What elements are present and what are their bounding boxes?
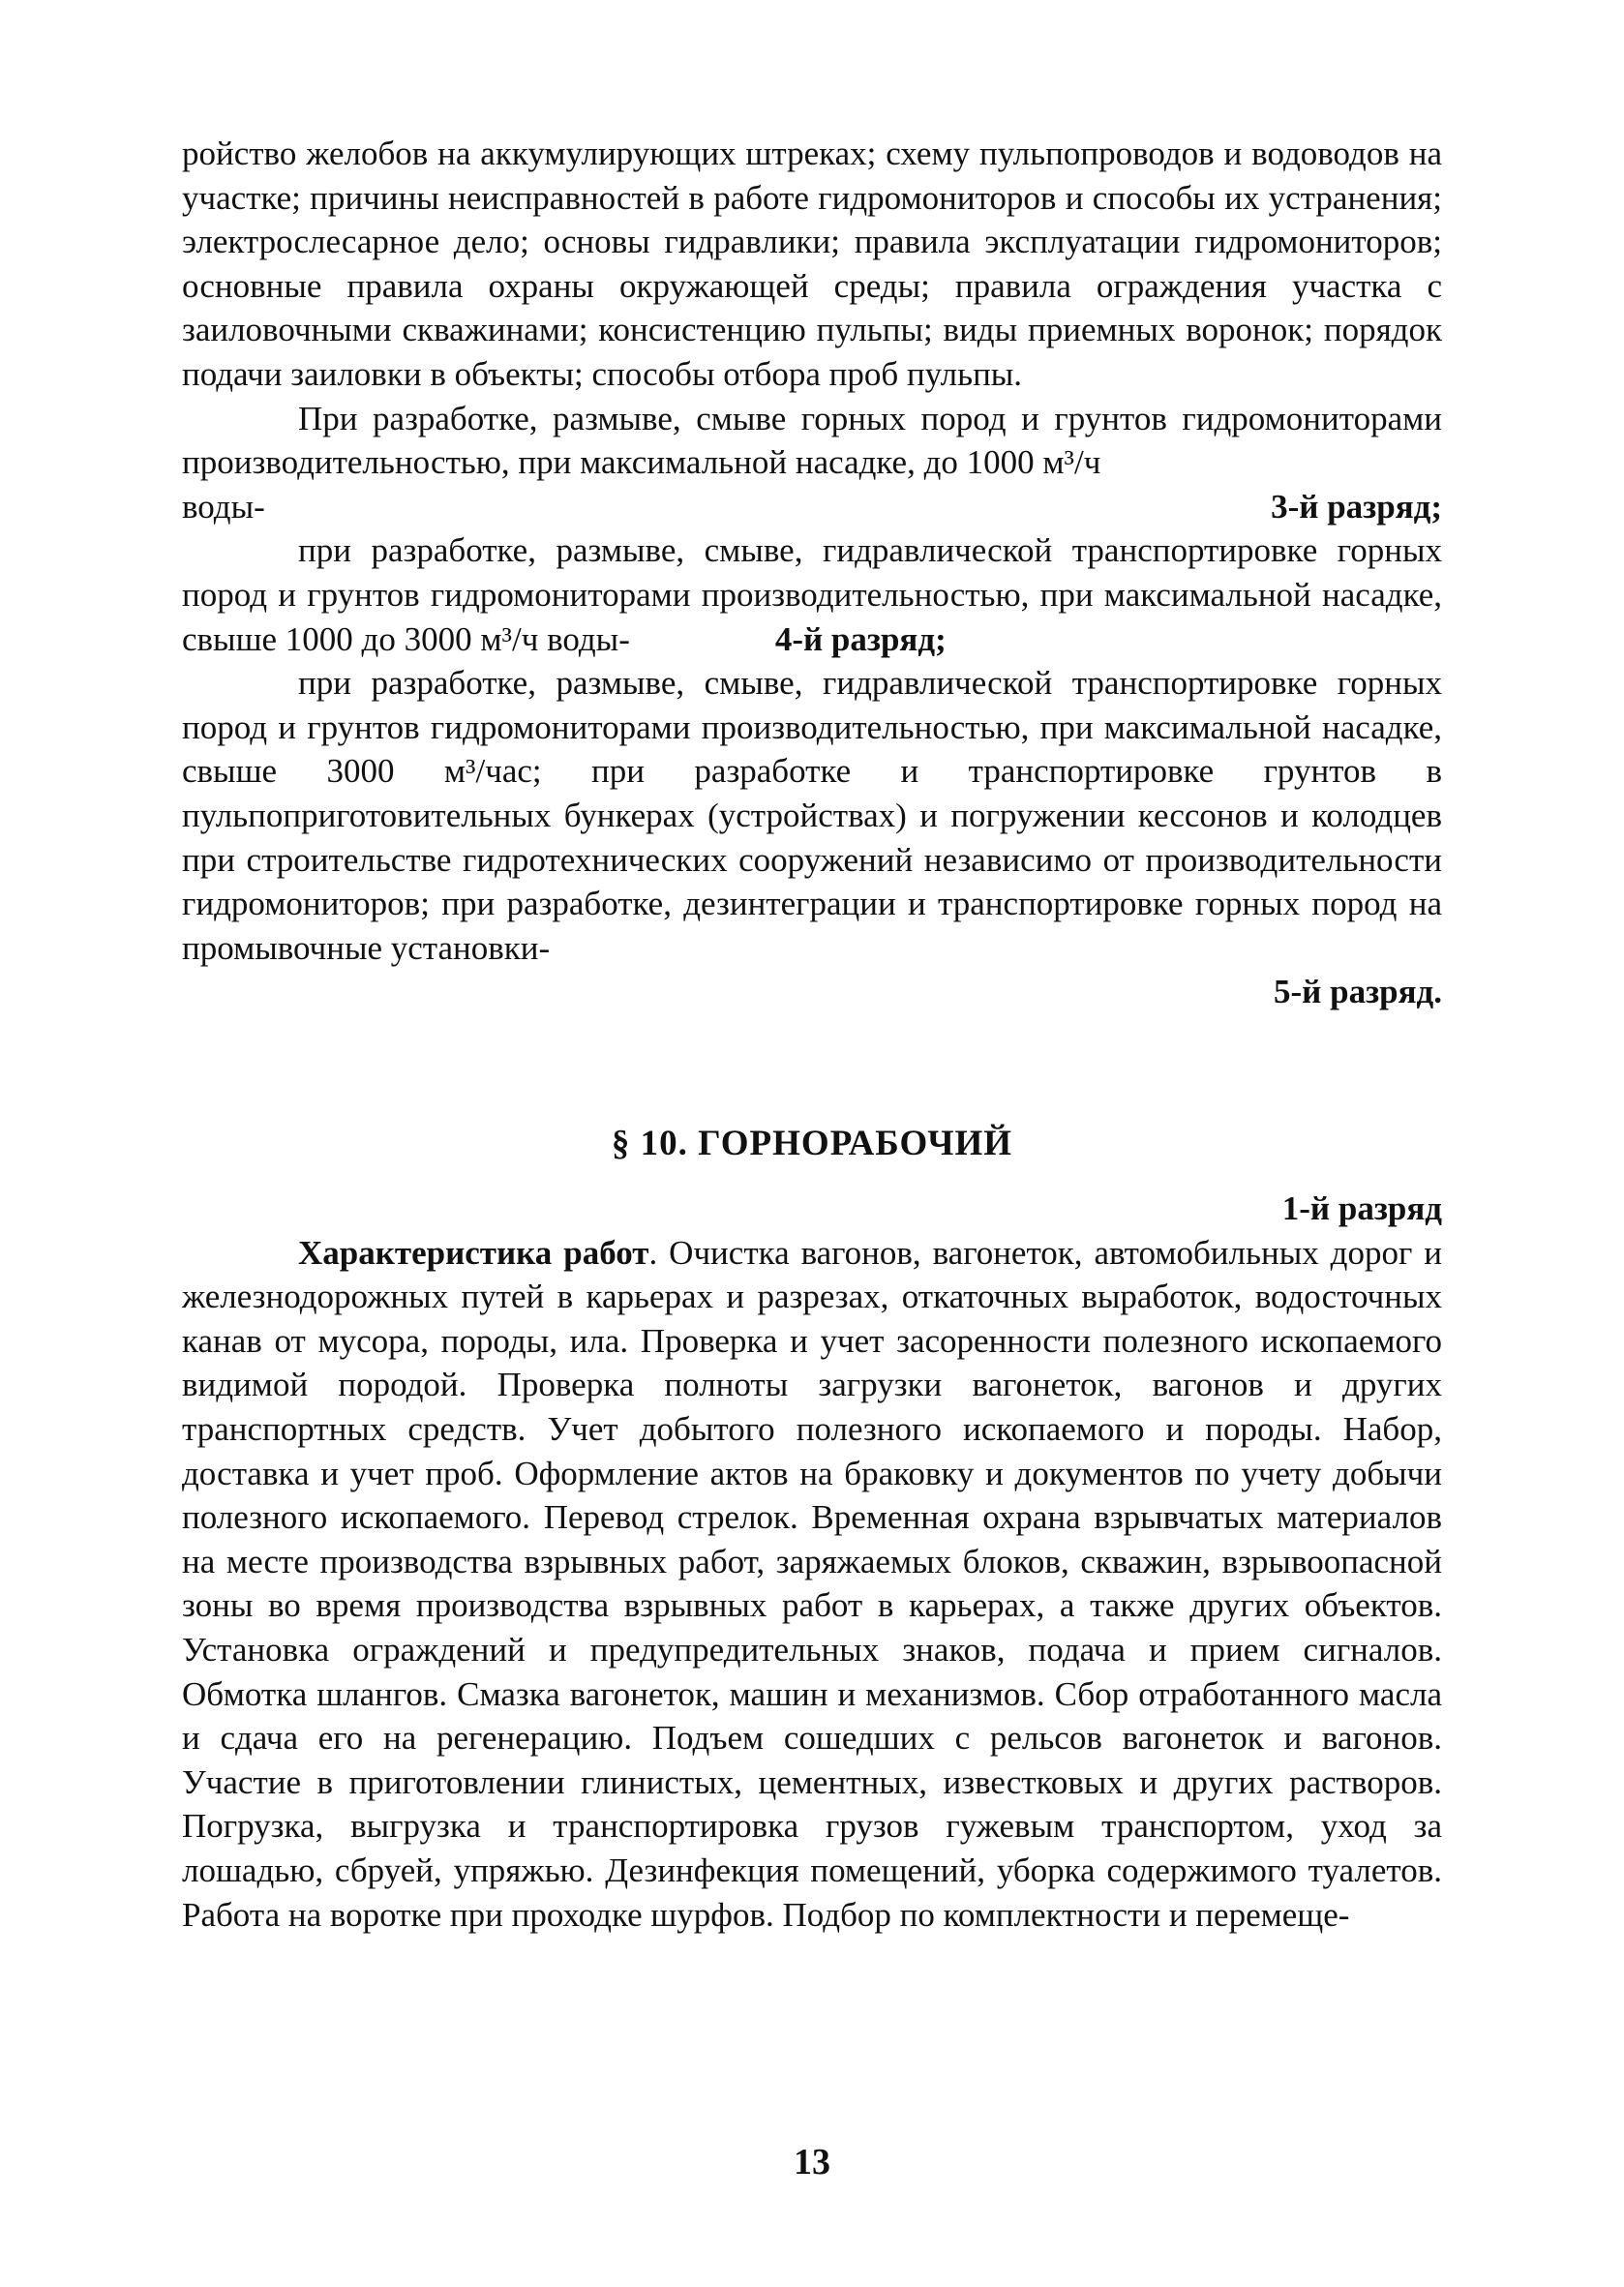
grade3-label: 3-й разряд;	[1271, 487, 1442, 526]
grade4-text: при разработке, размыве, смыве, гидравлической транспортировке горных пород и грунтов гидромониторами производительностью, при максимальной насадке, свыше 1000 до 3000 м³/ч воды-	[182, 531, 1442, 658]
grade4-paragraph	[182, 528, 1442, 661]
grade5-label: 5-й разряд.	[1274, 973, 1442, 1011]
lower-text-block	[182, 1187, 1442, 1937]
section-title: § 10. ГОРНОРАБОЧИЙ	[611, 1124, 1013, 1163]
characteristic-paragraph	[182, 1231, 1442, 1938]
characteristic-label: Характеристика работ	[298, 1233, 649, 1272]
page-number: 13	[794, 2142, 830, 2182]
grade1-heading: 1-й разряд	[1281, 1189, 1442, 1227]
grade5-paragraph: при разработке, размыве, смыве, гидравлической транспортировке горных пород и грунтов гидромониторами производительностью, при максимальной насадке, свыше 3000 м³/час; при разработке и транспортировке грунтов в пульпоприготовительных бункерах (устройствах) и погружении кессонов и колодцев при строительстве гидротехнических сооружений независимо от производительности гидромониторов; при разработке, дезинтеграции и транспортировке горных пород на промывочные установки-	[182, 664, 1442, 967]
grade3-line	[182, 485, 1442, 529]
grade3-tail: воды-	[182, 487, 265, 526]
upper-text-block	[182, 132, 1442, 1014]
grade4-label: 4-й разряд;	[774, 619, 947, 658]
characteristic-text: . Очистка вагонов, вагонеток, автомобильных дорог и железнодорожных путей в карьерах и разрезах, откаточных выработок, водосточных канав от мусора, породы, ила. Проверка и учет засоренности полезного ископаемого видимой породой. Проверка полноты загрузки вагонеток, вагонов и других транспортных средств. Учет добытого полезного ископаемого и породы. Набор, доставка и учет проб. Оформление актов на браковку и документов по учету добычи полезного ископаемого. Перевод стрелок. Временная охрана взрывчатых материалов на месте производства взрывных работ, заряжаемых блоков, скважин, взрывоопасной зоны во время производства взрывных работ в карьерах, а также других объектов. Установка ограждений и предупредительных знаков, подача и прием сигналов. Обмотка шлангов. Смазка вагонеток, машин и механизмов. Сбор отработанного масла и сдача его на регенерацию. Подъем сошедших с рельсов вагонеток и вагонов. Участие в приготовлении глинистых, цементных, известковых и других растворов. Погрузка, выгрузка и транспортировка грузов гужевым транспортом, уход за лошадью, сбруей, упряжью. Дезинфекция помещений, уборка содержимого туалетов. Работа на воротке при проходке шурфов. Подбор по комплектности и перемеще-	[182, 1233, 1442, 1934]
grade3-paragraph: При разработке, размыве, смыве горных пород и грунтов гидромониторами производительностью, при максимальной насадке, до 1000 м³/ч	[182, 399, 1442, 482]
intro-paragraph: ройство желобов на аккумулирующих штреках; схему пульпопроводов и водоводов на участке; причины неисправностей в работе гидромониторов и способы их устранения; электрослесарное дело; основы гидравлики; правила эксплуатации гидромониторов; основные правила охраны окружающей среды; правила ограждения участка с заиловочными скважинами; консистенцию пульпы; виды приемных воронок; порядок подачи заиловки в объекты; способы отбора проб пульпы.	[182, 135, 1442, 393]
